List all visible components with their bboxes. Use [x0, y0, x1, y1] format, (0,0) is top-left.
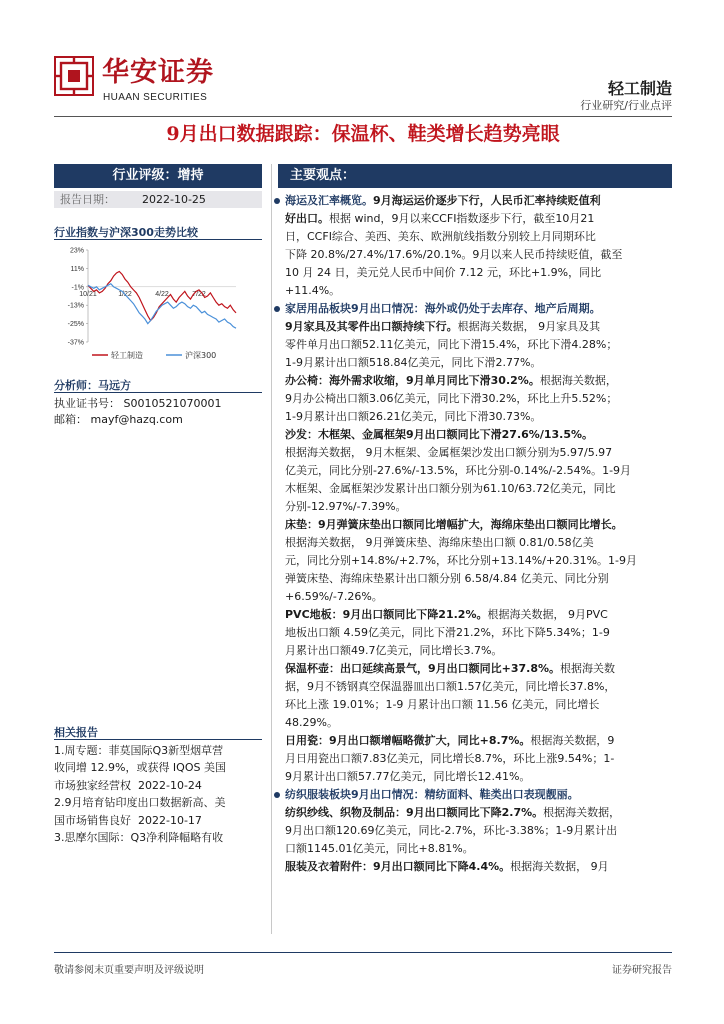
body-text: 木框架、金属框架沙发累计出口额分别为61.10/63.72亿美元，同比 [285, 482, 616, 495]
body-line [285, 318, 671, 336]
body-line [285, 354, 671, 372]
body-line [285, 462, 671, 480]
industry-label: 轻工制造 [607, 79, 672, 98]
key-finding: 沙发：木框架、金属框架9月出口额同比下滑27.6%/13.5%。 [285, 428, 593, 441]
body-line [285, 678, 671, 696]
body-text: 根据海关数 [560, 662, 616, 675]
body-text: 1-9月累计出口额518.84亿美元，同比下滑2.77%。 [285, 356, 542, 369]
body-text: 根据海关数据， 9月弹簧床垫、海绵床垫出口额 0.81/0.58亿美 [285, 536, 594, 549]
body-text: 根据海关数据， [543, 806, 621, 819]
sub-paragraph [285, 858, 671, 876]
body-text: 据，9月不锈钢真空保温器皿出口额1.57亿美元，同比增长37.8%， [285, 680, 616, 693]
bullet-paragraph [285, 192, 671, 300]
related-report-line[interactable]: 3.思摩尔国际：Q3净利降幅略有收 [54, 831, 224, 845]
y-tick-label: 23% [69, 247, 84, 255]
body-text: 根据海关数据， 9月木框架、金属框架沙发出口额分别为5.97/5.97 [285, 446, 613, 459]
body-line [285, 264, 671, 282]
body-line [285, 570, 671, 588]
body-line [285, 732, 671, 750]
body-text: 根据海关数据， [539, 374, 617, 387]
related-report-line[interactable]: 国市场销售良好 2022-10-17 [54, 813, 202, 827]
body-line [285, 786, 671, 804]
body-text: 9月出口额120.69亿美元，同比-2.7%，环比-3.38%；1-9月累计出 [285, 824, 618, 837]
body-line [285, 282, 671, 300]
footer-label: 证券研究报告 [612, 965, 672, 976]
body-line [285, 804, 671, 822]
bullet-paragraph [285, 786, 671, 858]
body-line [285, 750, 671, 768]
body-line [285, 300, 671, 318]
body-line [285, 192, 671, 210]
body-text: 1-9月累计出口额26.21亿美元，同比下滑30.73%。 [285, 410, 542, 423]
body-text: 根据海关数据，9 [530, 734, 615, 747]
sub-paragraph [285, 732, 671, 786]
key-finding: 日用瓷：9月出口额增幅略微扩大，同比+8.7%。 [285, 734, 531, 747]
body-line [285, 534, 671, 552]
body-line [285, 372, 671, 390]
related-reports-divider [54, 739, 262, 740]
body-text: 环比上涨 19.01%；1-9 月累计出口额 11.56 亿美元，同比增长 [285, 698, 600, 711]
body-line [285, 660, 671, 678]
chart-title: 行业指数与沪深300走势比较 [54, 226, 198, 239]
body-text: 日，CCFI综合、美西、美东、欧洲航线指数分别较上月同期环比 [285, 230, 596, 243]
body-text: 根据 wind，9月以来CCFI指数逐步下行，截至10月21 [329, 212, 595, 225]
x-tick-label: 4/22 [155, 290, 169, 298]
y-tick-label: -1% [71, 284, 84, 292]
sub-paragraph [285, 372, 671, 426]
legend-label: 轻工制造 [111, 351, 143, 360]
industry-rating: 行业评级：增持 [54, 164, 262, 188]
body-text: 亿美元，同比分别-27.6%/-13.5%，环比分别-0.14%/-2.54%。1-9月 [285, 464, 632, 477]
report-date-value: 2022-10-25 [142, 193, 206, 206]
body-text: 零件单月出口额52.11亿美元，同比下滑15.4%，环比下滑4.28%； [285, 338, 618, 351]
body-text: 地板出口额 4.59亿美元，同比下滑21.2%，环比下降5.34%；1-9 [285, 626, 610, 639]
key-finding: 纺织纱线、织物及制品：9月出口额同比下降2.7%。 [285, 806, 544, 819]
body-line [285, 408, 671, 426]
analyst-email: 邮箱： mayf@hazq.com [54, 413, 183, 426]
body-text: 分别-12.97%/-7.39%。 [285, 500, 407, 513]
body-line [285, 858, 671, 876]
related-report-line[interactable]: 收同增 12.9%，或获得 IQOS 美国 [54, 761, 226, 775]
related-reports-title: 相关报告 [54, 726, 98, 739]
page-title: 9月出口数据跟踪：保温杯、鞋类增长趋势亮眼 [166, 123, 560, 145]
body-line [285, 714, 671, 732]
body-line [285, 336, 671, 354]
key-finding: 床垫：9月弹簧床垫出口额同比增幅扩大，海绵床垫出口额同比增长。 [285, 518, 623, 531]
body-text: 根据海关数据， 9月 [510, 860, 609, 873]
header-divider [54, 116, 672, 117]
x-tick-label: 7/22 [192, 290, 206, 298]
brand-name: 华安证券 [102, 57, 214, 88]
main-points-title: 主要观点： [278, 164, 672, 188]
key-finding: 9月家具及其零件出口额持续下行。 [285, 320, 458, 333]
column-divider [271, 164, 272, 934]
key-finding: 办公椅：海外需求收缩，9月单月同比下滑30.2%。 [285, 374, 540, 387]
body-line [285, 426, 671, 444]
related-reports-list [54, 742, 264, 846]
index-comparison-chart [54, 242, 262, 368]
x-tick-label: 1/22 [118, 290, 132, 298]
body-text: +11.4%。 [285, 284, 341, 297]
y-tick-label: -37% [67, 339, 84, 347]
body-line [285, 840, 671, 858]
related-report-line[interactable]: 市场独家经营权 2022-10-24 [54, 778, 202, 792]
legend-label: 沪深300 [185, 351, 217, 360]
related-report-line[interactable]: 2.9月培育钻印度出口数据新高、美 [54, 796, 226, 810]
section-heading: 海运及汇率概览。 [285, 194, 373, 207]
report-date-label: 报告日期： [60, 193, 115, 206]
section-heading: 家居用品板块9月出口情况：海外或仍处于去库存、地产后周期。 [285, 302, 601, 315]
body-text: 根据海关数据， 9月PVC [487, 608, 608, 621]
body-line [285, 552, 671, 570]
body-line [285, 768, 671, 786]
body-line [285, 642, 671, 660]
body-text: 下降 20.8%/27.4%/17.6%/20.1%。9月以来人民币持续贬值，截至 [285, 248, 623, 261]
brand-name-en: HUAAN SECURITIES [103, 92, 208, 103]
body-line [285, 606, 671, 624]
section-heading: 纺织服装板块9月出口情况：精纺面料、鞋类出口表现靓丽。 [285, 788, 579, 801]
bullet-dot-icon [274, 306, 280, 312]
body-text: 48.29%。 [285, 716, 338, 729]
sub-paragraph [285, 516, 671, 606]
body-line [285, 822, 671, 840]
body-text: 根据海关数据， 9月家具及其 [457, 320, 601, 333]
body-line [285, 228, 671, 246]
bullet-paragraph [285, 300, 671, 372]
sub-paragraph [285, 426, 671, 516]
body-text: 9月办公椅出口额3.06亿美元，同比下滑30.2%，环比上升5.52%； [285, 392, 618, 405]
analyst-divider [54, 392, 262, 393]
y-tick-label: -13% [67, 302, 84, 310]
y-tick-label: -25% [67, 321, 84, 329]
body-line [285, 498, 671, 516]
sub-paragraph [285, 660, 671, 732]
body-line [285, 480, 671, 498]
key-finding: 9月海运运价逐步下行，人民币汇率持续贬值利 [373, 194, 601, 207]
sub-paragraph [285, 606, 671, 660]
body-text: 9月累计出口额57.77亿美元，同比增长12.41%。 [285, 770, 531, 783]
body-line [285, 696, 671, 714]
body-line [285, 390, 671, 408]
body-line [285, 624, 671, 642]
related-report-line[interactable]: 1.周专题：菲莫国际Q3新型烟草营 [54, 744, 224, 757]
logo-mark-icon [54, 56, 94, 96]
key-finding: 服装及衣着附件：9月出口额同比下降4.4%。 [285, 860, 511, 873]
body-line [285, 588, 671, 606]
analyst-title: 分析师：马远方 [54, 379, 131, 392]
bullet-dot-icon [274, 792, 280, 798]
x-tick-label: 10/21 [79, 290, 97, 298]
body-line [285, 444, 671, 462]
body-line [285, 210, 671, 228]
body-text: 弹簧床垫、海绵床垫累计出口额分别 6.58/4.84 亿美元、同比分别 [285, 572, 609, 585]
body-text: +6.59%/-7.26%。 [285, 590, 383, 603]
y-tick-label: 11% [70, 265, 84, 273]
body-line [285, 516, 671, 534]
body-text: 口额1145.01亿美元，同比+8.81%。 [285, 842, 474, 855]
report-type: 行业研究/行业点评 [580, 99, 672, 112]
report-date-row [54, 191, 262, 208]
key-finding: 好出口。 [285, 212, 329, 225]
bullet-dot-icon [274, 198, 280, 204]
analyst-certificate: 执业证书号： S0010521070001 [54, 397, 222, 410]
footer-divider [54, 952, 672, 953]
body-line [285, 246, 671, 264]
chart-title-divider [54, 239, 262, 240]
body-text: 月累计出口额49.7亿美元，同比增长3.7%。 [285, 644, 503, 657]
body-text: 10 月 24 日，美元兑人民币中间价 7.12 元，环比+1.9%，同比 [285, 266, 602, 279]
footer-disclaimer[interactable]: 敬请参阅末页重要声明及评级说明 [54, 965, 204, 976]
key-finding: 保温杯壶：出口延续高景气，9月出口额同比+37.8%。 [285, 662, 561, 675]
body-text: 元，同比分别+14.8%/+2.7%，环比分别+13.14%/+20.31%。1-9月 [285, 554, 638, 567]
main-points-body [285, 192, 671, 876]
body-text: 月日用瓷出口额7.83亿美元，同比增长8.7%，环比上涨9.54%；1- [285, 752, 615, 765]
key-finding: PVC地板：9月出口额同比下降21.2%。 [285, 608, 488, 621]
